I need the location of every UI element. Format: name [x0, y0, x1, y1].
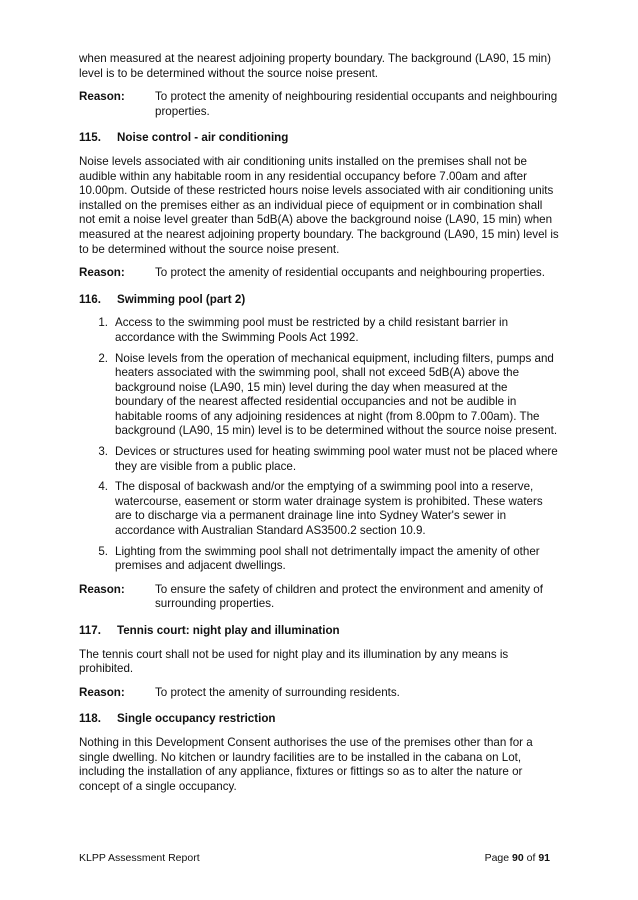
reason-text: To protect the amenity of residential occupants and neighbouring properties.	[155, 266, 545, 280]
reason-text: To protect the amenity of surrounding residents.	[155, 685, 400, 699]
list-item	[79, 316, 559, 345]
list-item-number: 1.	[98, 316, 108, 330]
section-title: Tennis court: night play and illumination	[117, 624, 340, 637]
page-prefix: Page	[484, 852, 513, 864]
numbered-list	[79, 316, 559, 574]
reason-text: To protect the amenity of neighbouring residential occupants and neighbouring properties.	[155, 90, 558, 118]
section-heading-116	[79, 293, 559, 308]
list-item	[79, 480, 559, 538]
list-item-text: Lighting from the swimming pool shall not detrimentally impact the amenity of other premises and adjacent dwellings.	[115, 544, 540, 573]
list-item-number: 2.	[98, 351, 108, 365]
reason-label: Reason:	[79, 582, 125, 596]
page-current: 90	[512, 852, 524, 864]
page-of: of	[523, 852, 539, 864]
section-title: Noise control - air conditioning	[117, 131, 289, 145]
section-heading-118	[79, 712, 559, 727]
section-title: Swimming pool (part 2)	[117, 292, 246, 306]
section-number: 118.	[79, 712, 101, 726]
footer-report-title: KLPP Assessment Report	[79, 852, 200, 864]
section-body: The tennis court shall not be used for night play and its illumination by any means is prohibited.	[79, 647, 509, 676]
section-body: Noise levels associated with air conditioning units installed on the premises shall not be audible within any habitable room in any residential occupancy before 7.00am and after 10.00pm. Outside of these restricted hours noise levels associated with air conditioning units installed on the premises either as an individual piece of equipment or in combination shall not emit a noise level greater than 5dB(A) above the background noise (LA90, 15 min) when measured at the nearest adjoining property boundary. The background (LA90, 15 min) level is to be determined without the source noise present.	[79, 154, 559, 256]
section-heading-115	[79, 131, 559, 146]
section-heading-117	[79, 624, 559, 639]
list-item-number: 5.	[98, 544, 108, 558]
list-item-number: 3.	[98, 445, 108, 459]
reason-block-116	[79, 583, 559, 612]
reason-block-117	[79, 686, 559, 701]
reason-text: To ensure the safety of children and protect the environment and amenity of surrounding properties.	[155, 582, 543, 611]
list-item	[79, 545, 559, 574]
section-number: 115.	[79, 131, 101, 145]
list-item	[79, 445, 559, 474]
list-item-text: The disposal of backwash and/or the emptying of a swimming pool into a reserve, watercourse, easement or storm water drainage system is prohibited. These waters are to discharge via a permanent drainage line into Sydney Water's sewer in accordance with Australian Standard AS3500.2 section 10.9.	[115, 480, 543, 538]
reason-label: Reason:	[79, 90, 125, 104]
list-item	[79, 352, 559, 440]
section-body: Nothing in this Development Consent authorises the use of the premises other than for a single dwelling. No kitchen or laundry facilities are to be installed in the cabana on Lot, including the installation of any appliance, fixtures or fittings so as to alter the nature or concept of a single occupancy.	[79, 735, 533, 793]
intro-paragraph: when measured at the nearest adjoining property boundary. The background (LA90, 15 min) level is to be determined without the source noise present.	[79, 52, 551, 80]
reason-block-114	[79, 90, 559, 119]
reason-label: Reason:	[79, 266, 125, 280]
reason-block-115	[79, 266, 559, 281]
page-footer	[79, 851, 550, 866]
section-number: 117.	[79, 624, 101, 637]
footer-page-number	[485, 851, 550, 866]
document-page	[79, 52, 559, 803]
list-item-number: 4.	[98, 480, 108, 494]
page-total: 91	[538, 852, 550, 864]
section-title: Single occupancy restriction	[117, 712, 276, 726]
reason-label: Reason:	[79, 685, 125, 699]
list-item-text: Access to the swimming pool must be restricted by a child resistant barrier in accordance with the Swimming Pools Act 1992.	[115, 316, 509, 344]
section-number: 116.	[79, 292, 101, 306]
list-item-text: Noise levels from the operation of mechanical equipment, including filters, pumps and heaters associated with the swimming pool, shall not exceed 5dB(A) above the background noise (LA90, 15 min) level during the day when measured at the boundary of the nearest affected residential occupancies and not be audible in habitable rooms of any adjoining residences at night (from 8.00pm to 7.00am). The background (LA90, 15 min) level is to be determined without the source noise present.	[115, 351, 558, 438]
list-item-text: Devices or structures used for heating swimming pool water must not be placed where they are visible from a public place.	[115, 445, 558, 473]
